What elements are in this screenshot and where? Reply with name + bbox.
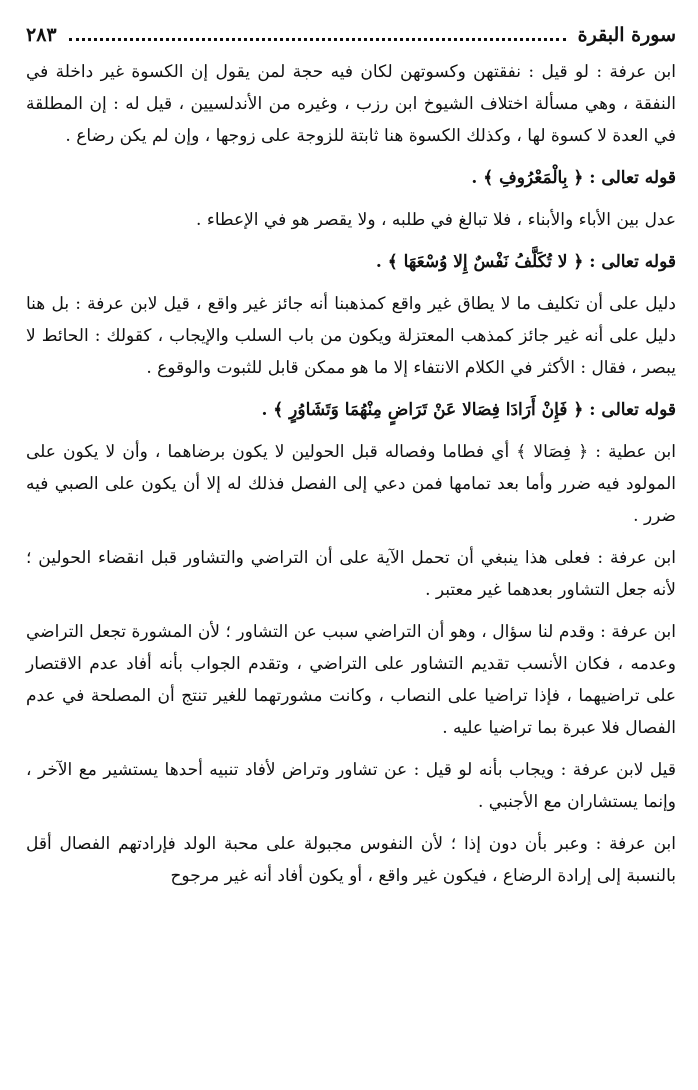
paragraph-4: ابن عطية : ﴿ فِصَالا ﴾ أي فطاما وفصاله قبل الحولين لا يكون برضاهما ، وأن لا يكون على المولود فيه ضرر وأما بعد تمامها فمن دعي إلى الفصل فذلك له إلا أن يكون على الصبي فيه ضرر . — [26, 442, 676, 526]
paragraph-8: ابن عرفة : وعبر بأن دون إذا ؛ لأن النفوس مجبولة على محبة الولد فإرادتهم الفصال أقل بالنسبة إلى إرادة الرضاع ، فيكون غير واقع ، أو يكون أفاد أنه غير مرجوح — [26, 834, 676, 886]
paragraph-3: دليل على أن تكليف ما لا يطاق غير واقع كمذهبنا أنه جائز غير واقع ، قيل لابن عرفة : بل هنا دليل على أنه غير جائز كمذهب المعتزلة ويكون من باب السلب والإيجاب ، كقولك : الحائط لا يبصر ، فقال : الأكثر في الكلام الانتفاء إلا ما هو ممكن قابل للثبوت والوقوع . — [26, 294, 676, 378]
paragraph-6: ابن عرفة : وقدم لنا سؤال ، وهو أن التراضي سبب عن التشاور ؛ لأن المشورة تجعل التراضي وعدمه ، فكان الأنسب تقديم التشاور على التراضي ، وتقدم الجواب بأنه أفاد عدم الاقتصار على تراضيهما ، فإذا تراضيا على النصاب ، وكانت مشورتهما للغير تنتج أن المصلحة في عدم الفصال فلا عبرة بما تراضيا عليه . — [26, 622, 676, 738]
document-body — [26, 56, 676, 892]
verse-heading-3: قوله تعالى : ﴿ فَإِنْ أَرَادَا فِصَالا عَنْ تَرَاضٍ مِنْهُمَا وَتَشَاوُرٍ ﴾ . — [261, 400, 676, 420]
paragraph-2: عدل بين الأباء والأبناء ، فلا تبالغ في طلبه ، ولا يقصر هو في الإعطاء . — [196, 210, 676, 230]
header-dotted-rule — [69, 38, 566, 41]
verse-heading-2: قوله تعالى : ﴿ لا تُكَلَّفُ نَفْسٌ إِلا وُسْعَهَا ﴾ . — [375, 252, 676, 272]
document-page — [26, 18, 676, 1078]
verse-heading-1: قوله تعالى : ﴿ بِالْمَعْرُوفِ ﴾ . — [471, 168, 676, 188]
surah-title: سورة البقرة — [577, 24, 676, 46]
paragraph-5: ابن عرفة : فعلى هذا ينبغي أن تحمل الآية على أن التراضي والتشاور قبل انقضاء الحولين ؛ لأنه جعل التشاور بعدهما غير معتبر . — [26, 548, 676, 600]
page-number: ٢٨٣ — [26, 24, 57, 46]
paragraph-1: ابن عرفة : لو قيل : نفقتهن وكسوتهن لكان فيه حجة لمن يقول إن الكسوة غير داخلة في النفقة ، وهي مسألة اختلاف الشيوخ ابن رزب ، وغيره من الأندلسيين ، قيل له : إن المطلقة في العدة لا كسوة لها ، وكذلك الكسوة هنا ثابتة للزوجة على زوجها ، وإن لم يكن رضاع . — [26, 62, 676, 146]
page-header — [26, 18, 676, 52]
paragraph-7: قيل لابن عرفة : ويجاب بأنه لو قيل : عن تشاور وتراض لأفاد تنبيه أحدها يستشير مع الآخر ، وإنما يستشاران مع الأجنبي . — [26, 760, 676, 812]
